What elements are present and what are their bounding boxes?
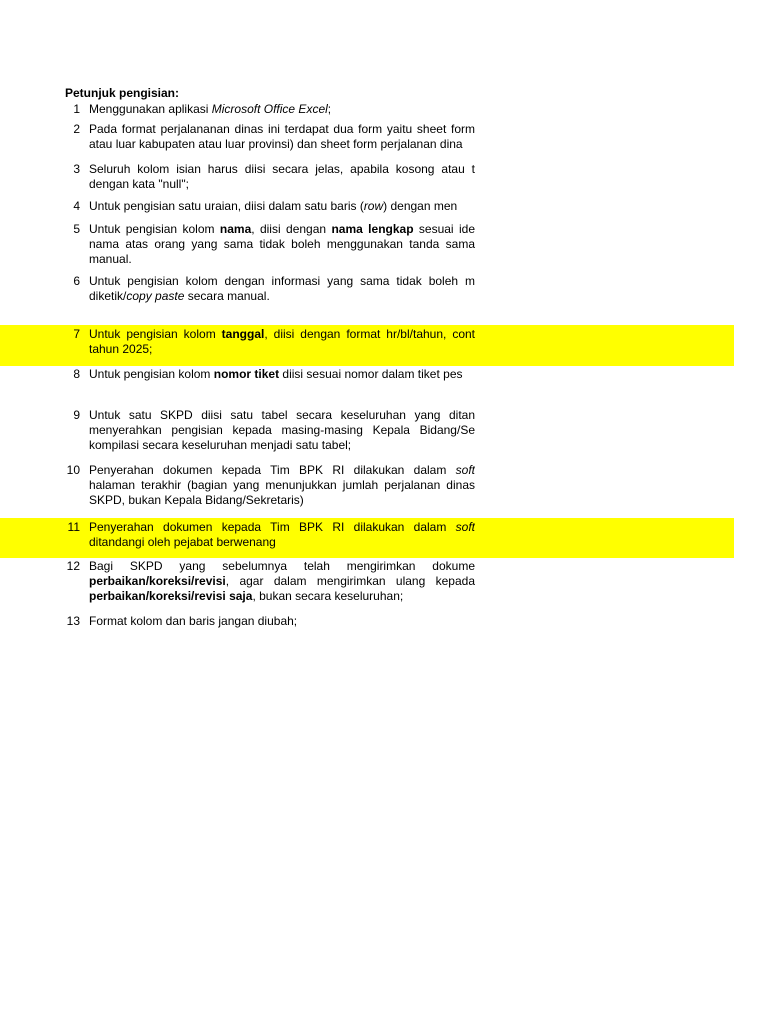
text-line [89,342,475,357]
text-segment: Untuk pengisian kolom [89,222,220,236]
instruction-row-9 [0,408,734,456]
instruction-text [89,520,475,550]
instruction-text [89,122,475,152]
text-segment: menyerahkan pengisian kepada masing-masing Kepala Bidang/Se [89,423,475,437]
row-number: 6 [73,274,80,288]
text-segment: SKPD, bukan Kepala Bidang/Sekretaris) [89,493,304,507]
instructions-title: Petunjuk pengisian: [65,86,180,100]
text-line [89,274,475,289]
text-line [89,463,475,478]
text-line [89,252,475,267]
text-segment: Menggunakan aplikasi [89,102,212,116]
instruction-row-12 [0,559,734,607]
text-line [89,535,475,550]
instruction-row-3 [0,162,734,194]
text-segment: nomor tiket [213,367,280,381]
row-number: 10 [66,463,80,477]
text-segment: Penyerahan dokumen kepada Tim BPK RI dilakukan dalam [89,463,456,477]
row-number: 1 [73,102,80,116]
instruction-row-7 [0,325,734,366]
text-segment: Penyerahan dokumen kepada Tim BPK RI dilakukan dalam [89,520,456,534]
instruction-row-1 [0,102,734,118]
text-segment: atau luar kabupaten atau luar provinsi) dan sheet form perjalanan dina [89,137,463,151]
text-line [89,589,475,604]
text-line [89,199,475,214]
text-segment: , diisi dengan [251,222,332,236]
text-line [89,408,475,423]
text-segment: Untuk pengisian kolom [89,327,222,341]
row-number: 11 [67,520,80,534]
instruction-text [89,614,475,629]
instruction-text [89,559,475,604]
instruction-row-4 [0,199,734,215]
text-segment: ditandangi oleh pejabat berwenang [89,535,276,549]
text-segment: Format kolom dan baris jangan diubah; [89,614,298,628]
instruction-text [89,408,475,453]
text-segment: copy paste [126,289,185,303]
text-line [89,438,475,453]
text-segment: nama atas orang yang sama tidak boleh menggunakan tanda sama [89,237,475,251]
text-segment: Untuk satu SKPD diisi satu tabel secara keseluruhan yang ditan [89,408,475,422]
text-line [89,493,475,508]
instruction-row-6 [0,274,734,306]
instruction-text [89,463,475,508]
text-line [89,367,475,382]
instruction-row-10 [0,463,734,511]
text-line [89,177,475,192]
row-number: 7 [73,327,80,341]
instruction-row-5 [0,222,734,270]
text-segment: nama lengkap [331,222,414,236]
text-segment: ; [327,102,332,116]
instruction-row-13 [0,614,734,630]
text-line [89,289,475,304]
text-segment: , agar dalam mengirimkan ulang kepada [225,574,475,588]
text-line [89,423,475,438]
text-line [89,478,475,493]
text-segment: ) dengan men [383,199,458,213]
text-segment: halaman terakhir (bagian yang menunjukkan jumlah perjalanan dinas [89,478,475,492]
text-segment: Pada format perjalananan dinas ini terdapat dua form yaitu sheet form [89,122,475,136]
text-segment: Bagi SKPD yang sebelumnya telah mengirimkan dokume [89,559,475,573]
text-segment: perbaikan/koreksi/revisi [89,574,226,588]
text-line [89,237,475,252]
row-number: 8 [73,367,80,381]
text-segment: Untuk pengisian kolom dengan informasi yang sama tidak boleh m [89,274,475,288]
instruction-text [89,199,475,214]
text-segment: Untuk pengisian kolom [89,367,214,381]
text-line [89,137,475,152]
text-segment: row [363,199,384,213]
text-segment: Seluruh kolom isian harus diisi secara jelas, apabila kosong atau t [89,162,475,176]
text-segment: soft [455,520,475,534]
text-segment: Untuk pengisian satu uraian, diisi dalam satu baris ( [89,199,364,213]
text-segment: soft [455,463,475,477]
row-number: 13 [66,614,80,628]
text-line [89,520,475,535]
text-segment: perbaikan/koreksi/revisi saja [89,589,253,603]
text-segment: diisi sesuai nomor dalam tiket pes [279,367,463,381]
text-line [89,102,475,117]
instruction-row-8 [0,367,734,383]
text-segment: dengan kata "null"; [89,177,189,191]
text-line [89,559,475,574]
instruction-text [89,162,475,192]
text-segment: kompilasi secara keseluruhan menjadi satu tabel; [89,438,352,452]
text-line [89,327,475,342]
row-number: 12 [66,559,80,573]
row-number: 4 [73,199,80,213]
text-line [89,614,475,629]
text-segment: manual. [89,252,132,266]
instruction-text [89,327,475,357]
text-line [89,574,475,589]
row-number: 9 [73,408,80,422]
text-segment: , diisi dengan format hr/bl/tahun, cont [264,327,475,341]
instruction-text [89,222,475,267]
row-number: 2 [73,122,80,136]
instruction-row-11 [0,518,734,558]
instruction-text [89,102,475,117]
row-number: 3 [73,162,80,176]
text-segment: secara manual. [184,289,270,303]
text-segment: tanggal [221,327,265,341]
text-segment: tahun 2025; [89,342,153,356]
text-line [89,162,475,177]
text-segment: , bukan secara keseluruhan; [252,589,404,603]
row-number: 5 [73,222,80,236]
text-segment: diketik/ [89,289,127,303]
text-line [89,222,475,237]
text-segment: sesuai ide [413,222,475,236]
text-segment: Microsoft Office Excel [211,102,328,116]
instruction-row-2 [0,122,734,154]
instruction-text [89,367,475,382]
text-segment: nama [219,222,252,236]
instruction-text [89,274,475,304]
text-line [89,122,475,137]
